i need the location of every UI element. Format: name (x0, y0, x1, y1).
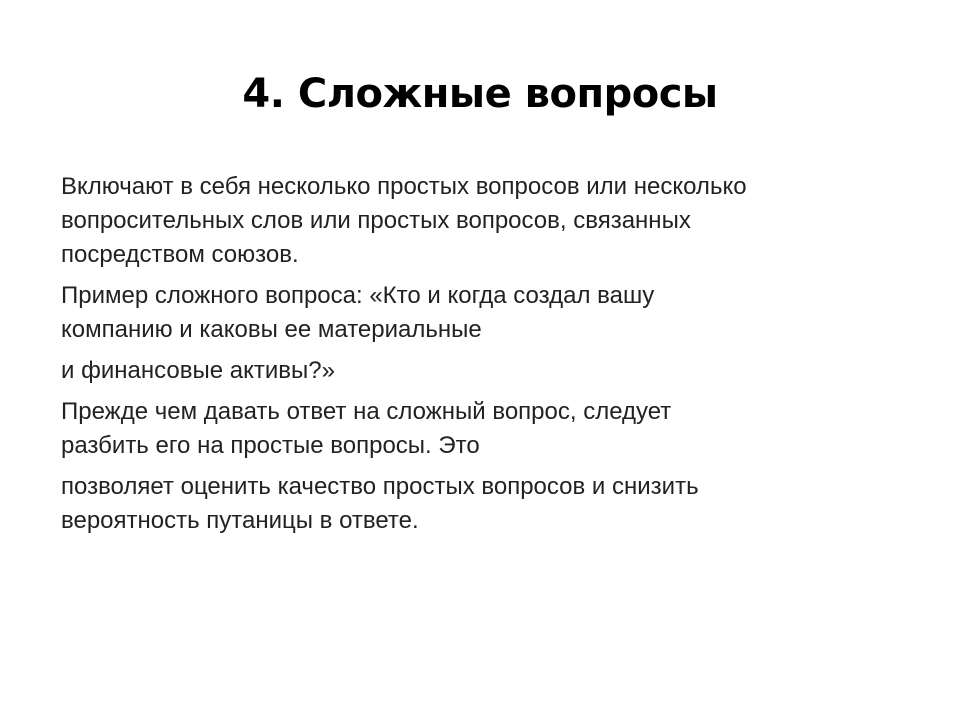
text-line: позволяет оценить качество простых вопросов и снизить (61, 473, 699, 500)
text-line: Включают в себя несколько простых вопросов или несколько (61, 173, 747, 200)
text-line: Пример сложного вопроса: «Кто и когда создал вашу (61, 282, 655, 309)
text-line: Прежде чем давать ответ на сложный вопрос, следует (61, 398, 672, 425)
paragraph-example (61, 279, 891, 347)
text-line: вопросительных слов или простых вопросов, связанных (61, 207, 691, 234)
slide-body (61, 170, 891, 545)
text-line: посредством союзов. (61, 241, 299, 268)
text-line: вероятность путаницы в ответе. (61, 507, 419, 534)
paragraph-advice-continued (61, 470, 891, 538)
text-line: компанию и каковы ее материальные (61, 316, 482, 343)
paragraph-advice (61, 395, 891, 463)
slide-title: 4. Сложные вопросы (242, 71, 718, 117)
paragraph-example-continued (61, 354, 891, 388)
text-line: разбить его на простые вопросы. Это (61, 432, 480, 459)
paragraph-definition (61, 170, 891, 272)
text-line: и финансовые активы?» (61, 357, 335, 384)
